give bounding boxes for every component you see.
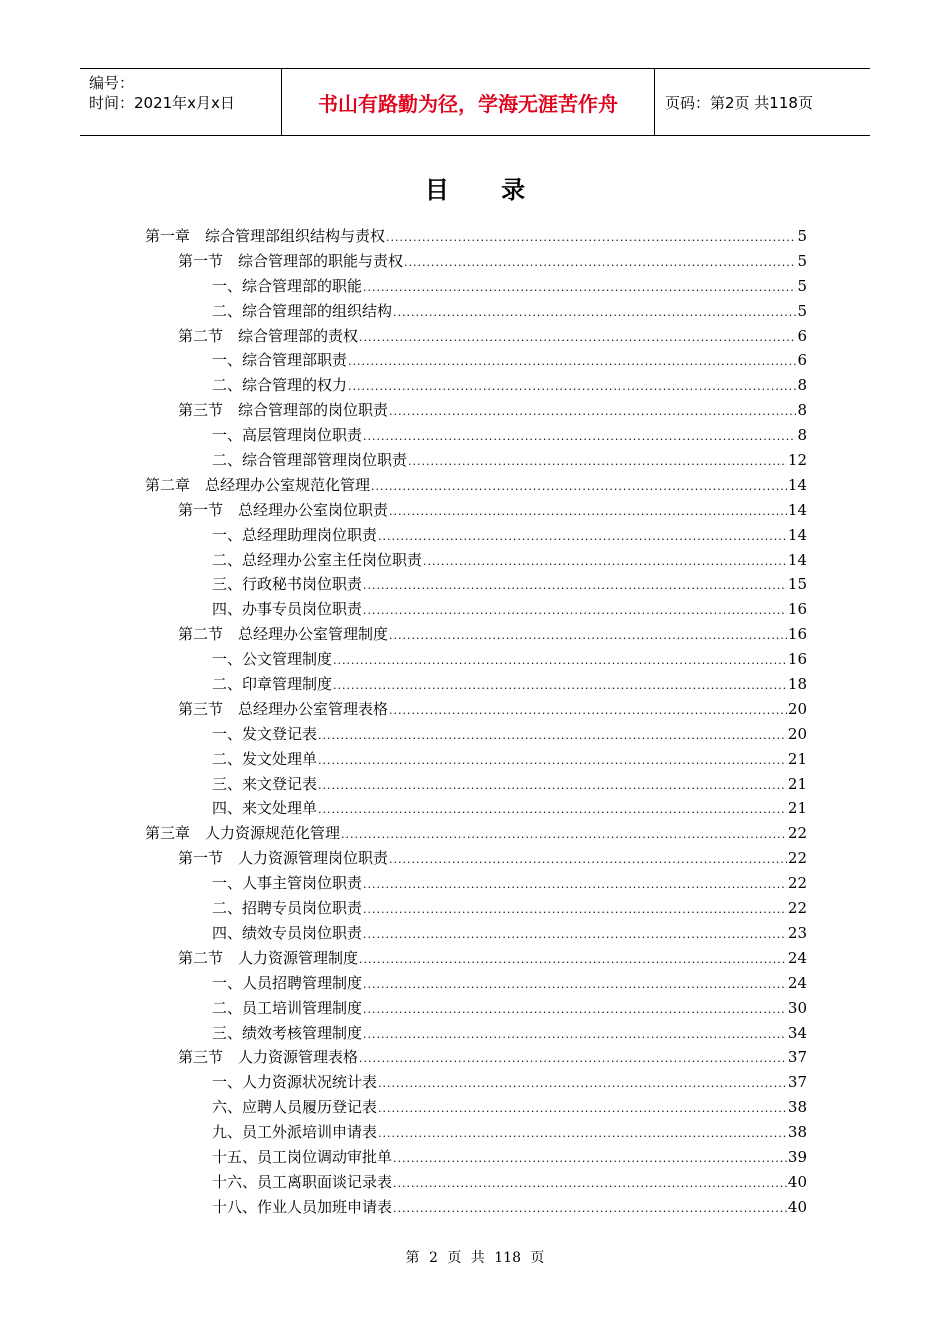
toc-leader-dots bbox=[389, 699, 787, 724]
toc-entry-title: 一、高层管理岗位职责 bbox=[212, 426, 363, 445]
toc-entry[interactable] bbox=[145, 498, 807, 523]
toc-leader-dots bbox=[359, 948, 787, 973]
toc-entry-page: 22 bbox=[787, 874, 807, 893]
toc-entry[interactable] bbox=[145, 647, 807, 672]
toc-entry-page: 8 bbox=[797, 401, 807, 420]
header-date-label: 时间：2021年x月x日 bbox=[89, 94, 235, 112]
toc-entry-title: 第一节 总经理办公室岗位职责 bbox=[178, 500, 389, 519]
toc-entry-title: 二、总经理办公室主任岗位职责 bbox=[212, 550, 423, 569]
toc-entry[interactable] bbox=[145, 946, 807, 971]
toc-entry[interactable] bbox=[145, 1021, 807, 1046]
toc-leader-dots bbox=[359, 1047, 787, 1072]
toc-entry-title: 二、发文处理单 bbox=[212, 749, 318, 768]
toc-entry-title: 第三节 综合管理部的岗位职责 bbox=[178, 401, 389, 420]
toc-entry-title: 一、人事主管岗位职责 bbox=[212, 874, 363, 893]
toc-entry-page: 24 bbox=[787, 948, 807, 967]
toc-entry[interactable] bbox=[145, 846, 807, 871]
toc-entry[interactable] bbox=[145, 224, 807, 249]
toc-entry[interactable] bbox=[145, 1045, 807, 1070]
toc-entry-page: 34 bbox=[787, 1023, 807, 1042]
toc-entry[interactable] bbox=[145, 348, 807, 373]
toc-entry-title: 第一节 综合管理部的职能与责权 bbox=[178, 251, 404, 270]
toc-leader-dots bbox=[341, 823, 787, 848]
toc-entry[interactable] bbox=[145, 1070, 807, 1095]
toc-entry-page: 37 bbox=[787, 1048, 807, 1067]
toc-leader-dots bbox=[363, 276, 796, 301]
toc-entry-page: 14 bbox=[787, 475, 807, 494]
toc-entry-page: 38 bbox=[787, 1123, 807, 1142]
toc-entry[interactable] bbox=[145, 324, 807, 349]
toc-leader-dots bbox=[348, 375, 796, 400]
toc-leader-dots bbox=[404, 251, 796, 276]
toc-entry-title: 四、办事专员岗位职责 bbox=[212, 600, 363, 619]
toc-leader-dots bbox=[371, 475, 787, 500]
toc-entry-title: 一、总经理助理岗位职责 bbox=[212, 525, 378, 544]
toc-entry[interactable] bbox=[145, 373, 807, 398]
toc-entry-title: 第二节 总经理办公室管理制度 bbox=[178, 625, 389, 644]
toc-entry-page: 14 bbox=[787, 500, 807, 519]
page-footer: 第 2 页 共 118 页 bbox=[405, 1250, 545, 1266]
toc-entry-title: 第二章 总经理办公室规范化管理 bbox=[145, 475, 371, 494]
toc-leader-dots bbox=[408, 450, 787, 475]
toc-entry[interactable] bbox=[145, 398, 807, 423]
toc-entry-page: 22 bbox=[787, 899, 807, 918]
toc-entry-title: 十八、作业人员加班申请表 bbox=[212, 1197, 393, 1216]
table-of-contents bbox=[145, 224, 807, 1220]
toc-entry[interactable] bbox=[145, 299, 807, 324]
toc-leader-dots bbox=[393, 1197, 787, 1222]
toc-entry-title: 第二节 人力资源管理制度 bbox=[178, 948, 359, 967]
toc-entry[interactable] bbox=[145, 597, 807, 622]
toc-leader-dots bbox=[363, 1023, 787, 1048]
toc-leader-dots bbox=[318, 798, 787, 823]
toc-leader-dots bbox=[333, 674, 787, 699]
toc-entry-page: 5 bbox=[797, 301, 807, 320]
toc-entry[interactable] bbox=[145, 971, 807, 996]
toc-entry-title: 四、绩效专员岗位职责 bbox=[212, 923, 363, 942]
toc-leader-dots bbox=[363, 425, 796, 450]
header-number-label: 编号： bbox=[89, 74, 135, 92]
toc-entry-page: 12 bbox=[787, 451, 807, 470]
toc-entry[interactable] bbox=[145, 274, 807, 299]
toc-entry[interactable] bbox=[145, 821, 807, 846]
toc-entry-title: 一、综合管理部职责 bbox=[212, 351, 348, 370]
toc-entry[interactable] bbox=[145, 747, 807, 772]
toc-leader-dots bbox=[423, 550, 787, 575]
toc-leader-dots bbox=[318, 774, 787, 799]
toc-entry[interactable] bbox=[145, 871, 807, 896]
toc-leader-dots bbox=[318, 724, 787, 749]
toc-leader-dots bbox=[386, 226, 796, 251]
toc-entry-page: 20 bbox=[787, 724, 807, 743]
toc-entry-page: 5 bbox=[797, 276, 807, 295]
toc-leader-dots bbox=[318, 749, 787, 774]
toc-entry-title: 六、应聘人员履历登记表 bbox=[212, 1098, 378, 1117]
toc-entry-page: 6 bbox=[797, 351, 807, 370]
toc-entry-page: 8 bbox=[797, 426, 807, 445]
toc-leader-dots bbox=[378, 1122, 787, 1147]
toc-entry[interactable] bbox=[145, 1120, 807, 1145]
toc-leader-dots bbox=[393, 1172, 787, 1197]
toc-entry[interactable] bbox=[145, 796, 807, 821]
toc-leader-dots bbox=[378, 1097, 787, 1122]
toc-entry-title: 第一节 人力资源管理岗位职责 bbox=[178, 849, 389, 868]
toc-entry[interactable] bbox=[145, 423, 807, 448]
toc-entry-page: 14 bbox=[787, 550, 807, 569]
toc-leader-dots bbox=[363, 873, 787, 898]
toc-leader-dots bbox=[359, 326, 796, 351]
toc-entry[interactable] bbox=[145, 772, 807, 797]
toc-entry[interactable] bbox=[145, 523, 807, 548]
toc-leader-dots bbox=[363, 923, 787, 948]
toc-entry[interactable] bbox=[145, 672, 807, 697]
toc-entry[interactable] bbox=[145, 249, 807, 274]
toc-entry[interactable] bbox=[145, 1170, 807, 1195]
toc-leader-dots bbox=[389, 624, 787, 649]
toc-entry[interactable] bbox=[145, 697, 807, 722]
toc-entry-title: 第三节 总经理办公室管理表格 bbox=[178, 699, 389, 718]
toc-entry[interactable] bbox=[145, 572, 807, 597]
toc-entry-title: 二、印章管理制度 bbox=[212, 675, 333, 694]
toc-entry-title: 第一章 综合管理部组织结构与责权 bbox=[145, 227, 386, 245]
toc-leader-dots bbox=[378, 525, 787, 550]
toc-entry-page: 30 bbox=[787, 998, 807, 1017]
toc-leader-dots bbox=[393, 301, 796, 326]
toc-entry-page: 16 bbox=[787, 625, 807, 644]
toc-entry-title: 二、综合管理部的组织结构 bbox=[212, 301, 393, 320]
toc-entry-page: 21 bbox=[787, 774, 807, 793]
toc-entry-page: 40 bbox=[787, 1172, 807, 1191]
header-motto: 书山有路勤为径，学海无涯苦作舟 bbox=[282, 69, 655, 135]
toc-entry-page: 40 bbox=[787, 1197, 807, 1216]
toc-entry-title: 一、人员招聘管理制度 bbox=[212, 973, 363, 992]
toc-entry-page: 20 bbox=[787, 699, 807, 718]
toc-leader-dots bbox=[389, 500, 787, 525]
toc-entry-page: 22 bbox=[787, 849, 807, 868]
header-page-label: 页码：第2页 共118页 bbox=[665, 93, 813, 112]
toc-entry-page: 22 bbox=[787, 824, 807, 843]
toc-entry-page: 37 bbox=[787, 1073, 807, 1092]
toc-entry-title: 四、来文处理单 bbox=[212, 799, 318, 818]
toc-leader-dots bbox=[393, 1147, 787, 1172]
toc-entry-title: 二、综合管理部管理岗位职责 bbox=[212, 451, 408, 470]
toc-leader-dots bbox=[363, 599, 787, 624]
toc-leader-dots bbox=[363, 973, 787, 998]
toc-leader-dots bbox=[363, 574, 787, 599]
toc-entry-page: 23 bbox=[787, 923, 807, 942]
toc-entry-page: 21 bbox=[787, 799, 807, 818]
toc-entry-title: 一、人力资源状况统计表 bbox=[212, 1073, 378, 1092]
toc-leader-dots bbox=[333, 649, 787, 674]
toc-entry-page: 21 bbox=[787, 749, 807, 768]
toc-leader-dots bbox=[389, 400, 796, 425]
toc-entry-page: 5 bbox=[797, 251, 807, 270]
toc-entry[interactable] bbox=[145, 1095, 807, 1120]
toc-leader-dots bbox=[389, 848, 787, 873]
toc-entry-page: 24 bbox=[787, 973, 807, 992]
toc-entry-page: 38 bbox=[787, 1098, 807, 1117]
toc-leader-dots bbox=[363, 898, 787, 923]
toc-entry[interactable] bbox=[145, 996, 807, 1021]
toc-entry-title: 一、公文管理制度 bbox=[212, 650, 333, 669]
toc-entry-title: 十六、员工离职面谈记录表 bbox=[212, 1172, 393, 1191]
header-meta bbox=[80, 69, 282, 135]
toc-entry-title: 一、综合管理部的职能 bbox=[212, 276, 363, 295]
toc-leader-dots bbox=[348, 350, 796, 375]
toc-entry-title: 十五、员工岗位调动审批单 bbox=[212, 1147, 393, 1166]
toc-entry-title: 第三章 人力资源规范化管理 bbox=[145, 824, 341, 843]
toc-entry-page: 15 bbox=[787, 575, 807, 594]
toc-leader-dots bbox=[363, 998, 787, 1023]
toc-entry-title: 九、员工外派培训申请表 bbox=[212, 1123, 378, 1142]
toc-entry-page: 6 bbox=[797, 326, 807, 345]
toc-entry[interactable] bbox=[145, 622, 807, 647]
toc-entry[interactable] bbox=[145, 896, 807, 921]
toc-entry-title: 二、综合管理的权力 bbox=[212, 376, 348, 395]
toc-entry-page: 18 bbox=[787, 675, 807, 694]
toc-entry[interactable] bbox=[145, 1145, 807, 1170]
toc-entry-title: 三、来文登记表 bbox=[212, 774, 318, 793]
toc-entry[interactable] bbox=[145, 722, 807, 747]
toc-entry-title: 二、招聘专员岗位职责 bbox=[212, 899, 363, 918]
toc-entry-page: 5 bbox=[797, 227, 807, 245]
toc-entry[interactable] bbox=[145, 1195, 807, 1220]
toc-leader-dots bbox=[378, 1072, 787, 1097]
toc-entry-title: 二、员工培训管理制度 bbox=[212, 998, 363, 1017]
toc-entry[interactable] bbox=[145, 548, 807, 573]
toc-entry[interactable] bbox=[145, 448, 807, 473]
toc-entry-title: 三、行政秘书岗位职责 bbox=[212, 575, 363, 594]
toc-entry-page: 8 bbox=[797, 376, 807, 395]
page-header bbox=[80, 68, 870, 136]
toc-entry-title: 三、绩效考核管理制度 bbox=[212, 1023, 363, 1042]
toc-entry-title: 第二节 综合管理部的责权 bbox=[178, 326, 359, 345]
toc-entry-title: 一、发文登记表 bbox=[212, 724, 318, 743]
toc-entry-page: 16 bbox=[787, 650, 807, 669]
toc-entry[interactable] bbox=[145, 921, 807, 946]
toc-title: 目 录 bbox=[424, 176, 548, 204]
toc-entry-page: 14 bbox=[787, 525, 807, 544]
toc-entry-title: 第三节 人力资源管理表格 bbox=[178, 1048, 359, 1067]
toc-entry[interactable] bbox=[145, 473, 807, 498]
toc-entry-page: 16 bbox=[787, 600, 807, 619]
toc-entry-page: 39 bbox=[787, 1147, 807, 1166]
